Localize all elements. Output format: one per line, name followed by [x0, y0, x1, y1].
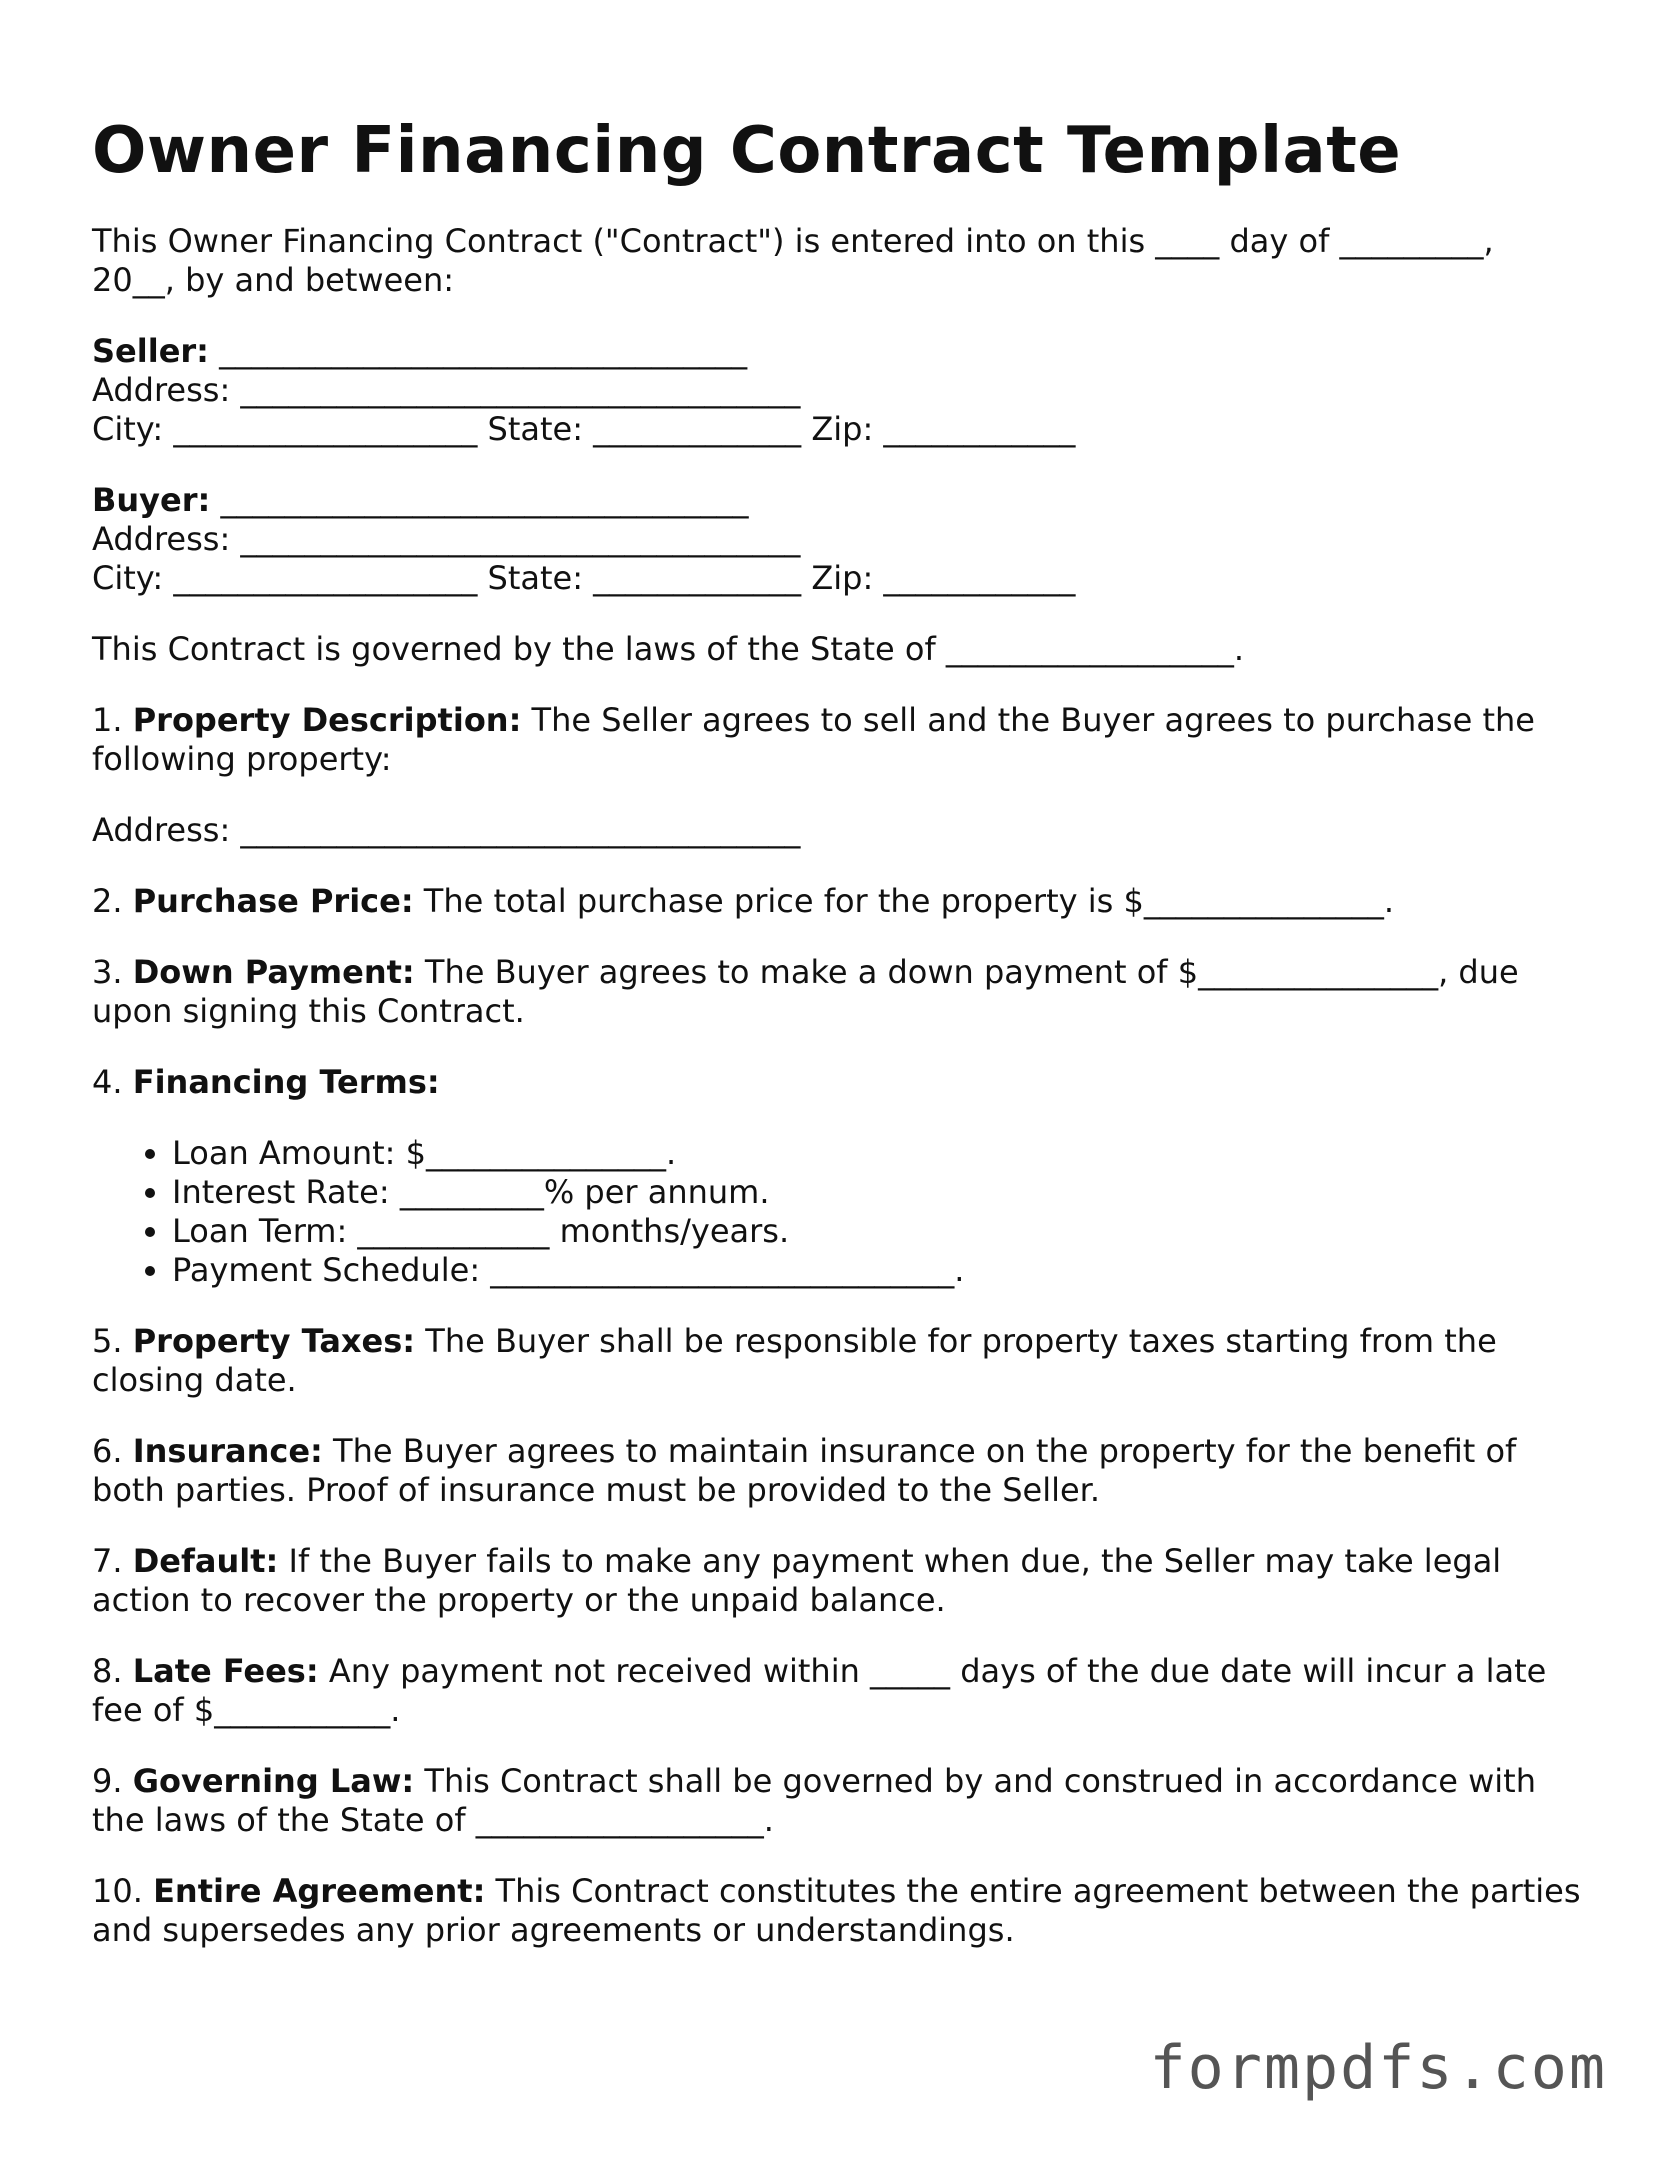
section-6-text: The Buyer agrees to maintain insurance on the property for the benefit of both parties. Proof of insurance must be provided to the Seller. [92, 1432, 1517, 1509]
governing-intro: This Contract is governed by the laws of the State of __________________. [92, 630, 1245, 668]
seller-name-blank: _________________________________ [208, 332, 748, 370]
watermark: formpdfs.com [1149, 2033, 1607, 2103]
property-address-line: Address: ___________________________________ [92, 811, 801, 849]
section-6-number: 6. [92, 1432, 133, 1470]
buyer-city-line: City: ___________________ State: _____________ Zip: ____________ [92, 559, 1076, 597]
seller-label: Seller: [92, 332, 209, 370]
buyer-address-line: Address: ___________________________________ [92, 520, 801, 558]
section-9-number: 9. [92, 1762, 133, 1800]
section-4-heading: Financing Terms: [132, 1063, 440, 1101]
section-2 [92, 882, 1582, 921]
document-page [92, 112, 1582, 1982]
seller-name-line [92, 332, 1582, 371]
section-4 [92, 1063, 1582, 1102]
section-2-text: The total purchase price for the property is $_______________. [413, 882, 1394, 920]
section-7-text: If the Buyer fails to make any payment when due, the Seller may take legal action to recover the property or the unpaid balance. [92, 1542, 1502, 1619]
section-6-heading: Insurance: [132, 1432, 323, 1470]
section-5-text: The Buyer shall be responsible for property taxes starting from the closing date. [92, 1322, 1497, 1399]
section-2-number: 2. [92, 882, 133, 920]
buyer-name-line [92, 481, 1582, 520]
seller-city-line: City: ___________________ State: _____________ Zip: ____________ [92, 410, 1076, 448]
list-item-payment-schedule: • Payment Schedule: _____________________________. [172, 1251, 1582, 1290]
section-4-number: 4. [92, 1063, 133, 1101]
section-10 [92, 1872, 1582, 1950]
section-7-number: 7. [92, 1542, 133, 1580]
section-3 [92, 953, 1582, 1031]
section-9-heading: Governing Law: [132, 1762, 415, 1800]
section-3-number: 3. [92, 953, 133, 991]
list-item-loan-amount: • Loan Amount: $_______________. [172, 1134, 1582, 1173]
section-1-heading: Property Description: [132, 701, 522, 739]
section-3-text: The Buyer agrees to make a down payment of $_______________, due upon signing this Contract. [92, 953, 1519, 1030]
seller-block [92, 332, 1582, 449]
section-10-number: 10. [92, 1872, 154, 1910]
buyer-label: Buyer: [92, 481, 211, 519]
section-9 [92, 1762, 1582, 1840]
section-9-text: This Contract shall be governed by and construed in accordance with the laws of the State of __________________. [92, 1762, 1536, 1839]
financing-terms-list [92, 1134, 1582, 1290]
section-8-heading: Late Fees: [132, 1652, 319, 1690]
section-5-heading: Property Taxes: [132, 1322, 416, 1360]
section-8-number: 8. [92, 1652, 133, 1690]
section-10-text: This Contract constitutes the entire agreement between the parties and supersedes any prior agreements or understandings. [92, 1872, 1581, 1949]
section-10-heading: Entire Agreement: [153, 1872, 486, 1910]
section-1-text: The Seller agrees to sell and the Buyer agrees to purchase the following property: [92, 701, 1535, 778]
document-title: Owner Financing Contract Template [92, 114, 1402, 188]
section-5 [92, 1322, 1582, 1400]
section-6 [92, 1432, 1582, 1510]
section-7-heading: Default: [132, 1542, 279, 1580]
section-3-heading: Down Payment: [132, 953, 415, 991]
list-item-loan-term: • Loan Term: ____________ months/years. [172, 1212, 1582, 1251]
buyer-name-blank: _________________________________ [210, 481, 749, 519]
section-2-heading: Purchase Price: [132, 882, 414, 920]
section-8-text: Any payment not received within _____ days of the due date will incur a late fee of $___________. [92, 1652, 1547, 1729]
section-1-number: 1. [92, 701, 133, 739]
intro-paragraph: This Owner Financing Contract ("Contract") is entered into on this ____ day of _________, 20__, by and between: [92, 222, 1494, 299]
list-item-interest-rate: • Interest Rate: _________% per annum. [172, 1173, 1582, 1212]
buyer-block [92, 481, 1582, 598]
section-8 [92, 1652, 1582, 1730]
section-1 [92, 701, 1582, 779]
seller-address-line: Address: ___________________________________ [92, 371, 801, 409]
section-7 [92, 1542, 1582, 1620]
section-5-number: 5. [92, 1322, 133, 1360]
